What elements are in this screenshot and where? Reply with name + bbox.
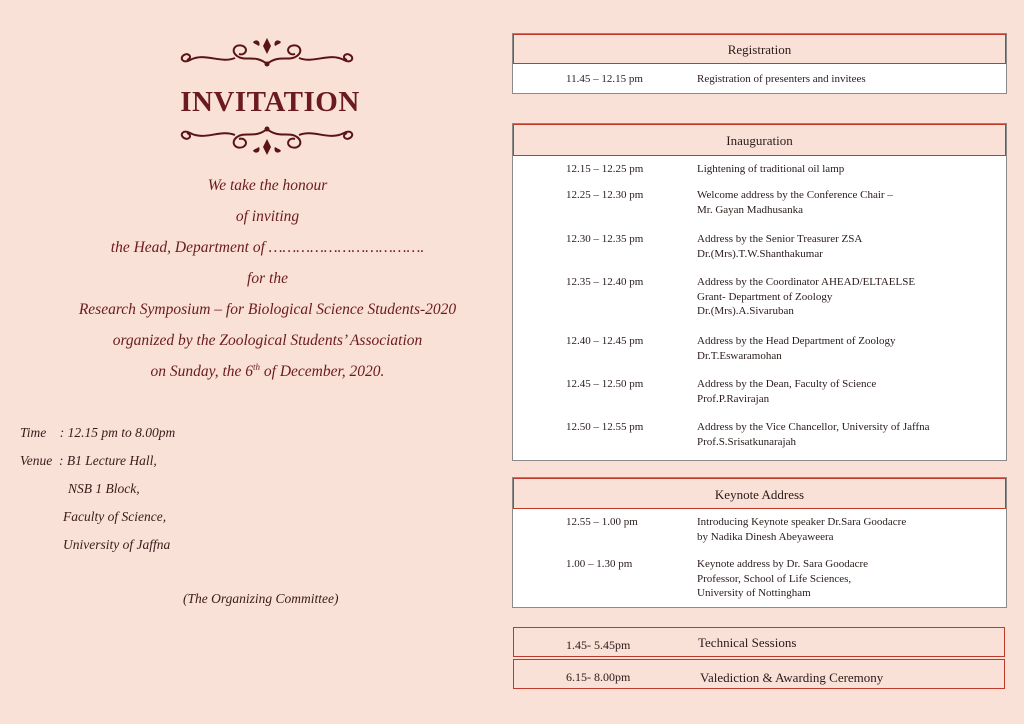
date-superscript: th — [253, 362, 261, 372]
time-line: Time : 12.15 pm to 8.00pm — [20, 425, 176, 440]
flourish-ornament-bottom — [175, 123, 360, 159]
schedule-time: 12.55 – 1.00 pm — [566, 516, 638, 528]
schedule-time: 12.45 – 12.50 pm — [566, 378, 644, 390]
valediction-row — [513, 659, 1005, 689]
invitation-title: INVITATION — [180, 86, 360, 118]
schedule-desc — [697, 420, 997, 449]
schedule-desc: Lightening of traditional oil lamp — [697, 163, 845, 175]
flourish-ornament-top — [175, 34, 360, 70]
keynote-heading: Keynote Address — [513, 478, 1006, 509]
session-desc: Technical Sessions — [698, 635, 797, 650]
invitation-line-2: of inviting — [235, 208, 300, 225]
desc-line: Dr.(Mrs).A.Sivaruban — [697, 305, 794, 317]
schedule-time: 12.30 – 12.35 pm — [566, 233, 644, 245]
schedule-desc — [697, 377, 997, 406]
desc-line: Prof.S.Srisatkunarajah — [697, 435, 796, 448]
schedule-time: 12.50 – 12.55 pm — [566, 421, 644, 433]
desc-line: by Nadika Dinesh Abeyaweera — [697, 530, 834, 543]
invitation-line-3: the Head, Department of ……………………………. — [110, 239, 425, 256]
schedule-time: 12.40 – 12.45 pm — [566, 335, 644, 347]
session-desc: Valediction & Awarding Ceremony — [700, 670, 884, 685]
registration-section — [512, 33, 1007, 94]
inauguration-section — [512, 123, 1007, 461]
desc-line: Introducing Keynote speaker Dr.Sara Goodacre — [697, 516, 907, 528]
desc-line: Address by the Coordinator AHEAD/ELTAELSE — [697, 276, 916, 288]
schedule-time: 12.35 – 12.40 pm — [566, 276, 644, 288]
invitation-line-5: Research Symposium – for Biological Science Students-2020 — [78, 301, 457, 318]
desc-line: Professor, School of Life Sciences, — [697, 572, 852, 585]
inauguration-heading: Inauguration — [513, 124, 1006, 156]
invitation-line-4: for the — [247, 270, 288, 287]
schedule-time: 12.15 – 12.25 pm — [566, 163, 644, 175]
schedule-desc — [697, 557, 997, 601]
schedule-desc: Registration of presenters and invitees — [697, 73, 866, 85]
invitation-line-1: We take the honour — [207, 177, 328, 194]
desc-line: Keynote address by Dr. Sara Goodacre — [697, 558, 869, 570]
date-suffix: of December, 2020. — [260, 363, 385, 381]
venue-line-4: University of Jaffna — [63, 537, 171, 552]
desc-line: Address by the Dean, Faculty of Science — [697, 378, 877, 390]
desc-line: Address by the Senior Treasurer ZSA — [697, 233, 863, 245]
invitation-panel — [0, 0, 510, 724]
desc-line: Address by the Head Department of Zoology — [697, 335, 896, 347]
schedule-desc — [697, 275, 997, 319]
schedule-time: 1.00 – 1.30 pm — [566, 558, 633, 570]
schedule-desc — [697, 232, 997, 261]
technical-sessions-row — [513, 627, 1005, 657]
schedule-time: 12.25 – 12.30 pm — [566, 189, 644, 201]
invitation-line-6: organized by the Zoological Students’ Association — [112, 332, 423, 349]
keynote-section — [512, 477, 1007, 608]
schedule-desc — [697, 188, 997, 217]
desc-line: Prof.P.Ravirajan — [697, 392, 770, 405]
desc-line: Address by the Vice Chancellor, University of Jaffna — [697, 421, 930, 433]
session-time: 1.45- 5.45pm — [566, 638, 631, 652]
venue-line: Venue : B1 Lecture Hall, — [20, 453, 157, 468]
date-prefix: on Sunday, the 6 — [150, 363, 254, 381]
desc-line: Welcome address by the Conference Chair – — [697, 189, 893, 201]
desc-line: Mr. Gayan Madhusanka — [697, 203, 804, 216]
schedule-desc — [697, 515, 997, 544]
invitation-date — [0, 362, 535, 381]
schedule-time: 11.45 – 12.15 pm — [566, 73, 643, 85]
desc-line: Dr.T.Eswaramohan — [697, 349, 782, 362]
venue-line-2: NSB 1 Block, — [68, 481, 140, 496]
venue-line-3: Faculty of Science, — [63, 509, 167, 524]
registration-heading: Registration — [513, 34, 1006, 64]
session-time: 6.15- 8.00pm — [566, 670, 631, 684]
organizing-committee: (The Organizing Committee) — [183, 591, 339, 606]
desc-line: Dr.(Mrs).T.W.Shanthakumar — [697, 247, 823, 260]
schedule-desc — [697, 334, 997, 363]
desc-line: University of Nottingham — [697, 587, 811, 599]
desc-line: Grant- Department of Zoology — [697, 290, 833, 303]
